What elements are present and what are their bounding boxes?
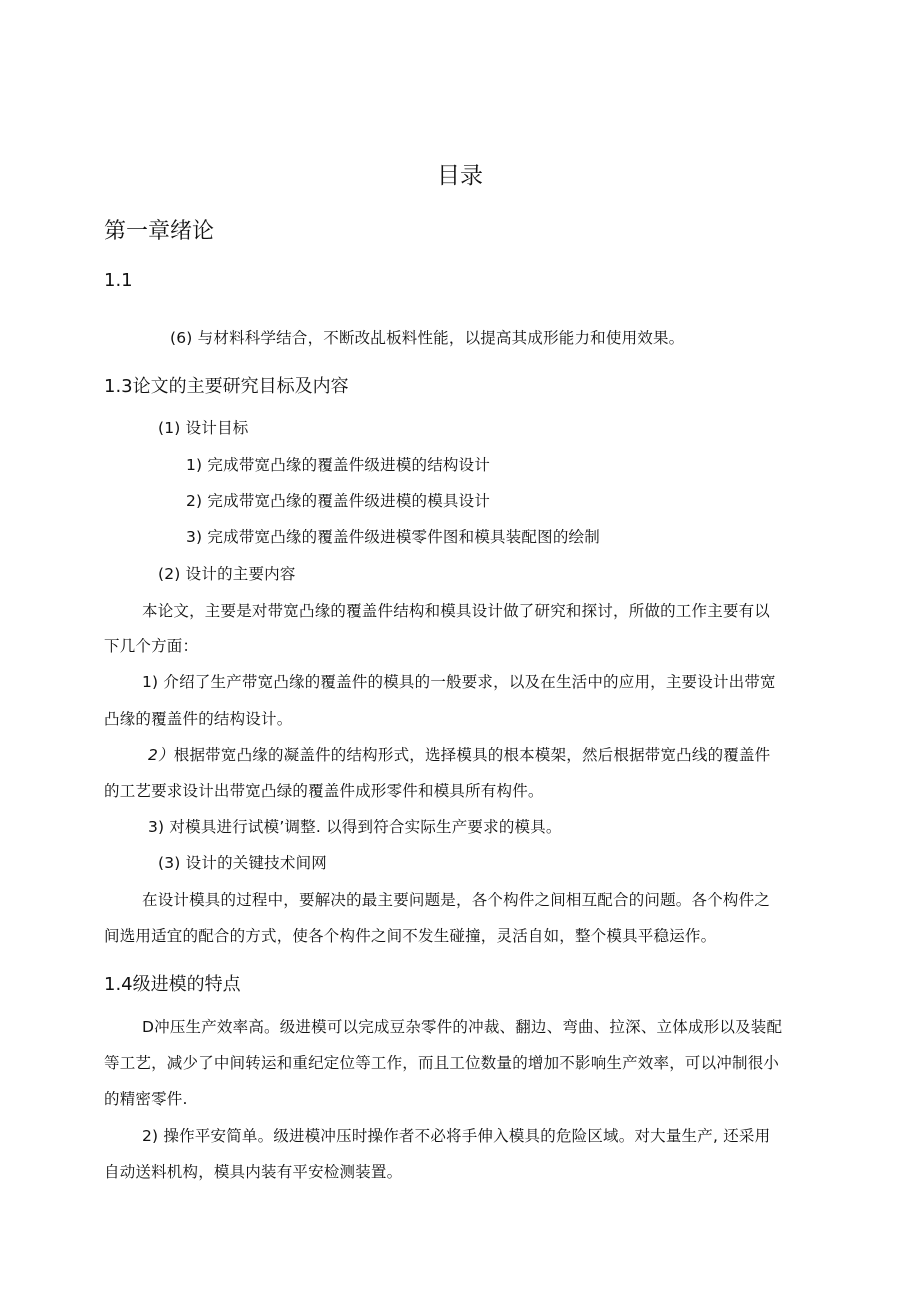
list-item: 2) 完成带宽凸缘的覆盖件级进模的模具设计 (186, 492, 491, 510)
list-item: 1) 完成带宽凸缘的覆盖件级进模的结构设计 (186, 456, 491, 474)
page-title: 目录 (437, 163, 483, 189)
paragraph-line: 本论文，主要是对带宽凸缘的覆盖件结构和模具设计做了研究和探讨，所做的工作主要有以 (142, 602, 771, 620)
subheading-key-tech: (3) 设计的关键技术间网 (158, 854, 327, 872)
paragraph-line: 等工艺，减少了中间转运和重纪定位等工作，而且工位数量的增加不影响生产效率，可以冲制很小 (104, 1054, 780, 1072)
paragraph-line: 2) 操作平安简单。级进模冲压时操作者不必将手伸入模具的危险区域。对大量生产, 还采用 (142, 1127, 771, 1145)
paragraph-line: 3) 对模具进行试模’调整. 以得到符合实际生产要求的模具。 (148, 818, 562, 836)
paragraph-text: 根据带宽凸缘的凝盖件的结构形式，选择模具的根本模架，然后根据带宽凸线的覆盖件 (173, 746, 771, 764)
subheading-goals: (1) 设计目标 (158, 419, 249, 437)
paragraph-line: 自动送料机构，模具内装有平安检测装置。 (104, 1163, 403, 1181)
list-item: (6) 与材料科学结合，不断改乩板料性能，以提高其成形能力和使用效果。 (170, 329, 685, 347)
paragraph-line: 凸缘的覆盖件的结构设计。 (104, 710, 293, 728)
paragraph-line: 的精密零件. (104, 1090, 188, 1108)
subheading-content: (2) 设计的主要内容 (158, 565, 296, 583)
paragraph-line: 间选用适宜的配合的方式，使各个构件之间不发生碰撞，灵活自如，整个模具平稳运作。 (104, 927, 717, 945)
list-number: 2） (148, 746, 174, 764)
section-heading-1-1: 1.1 (104, 270, 133, 291)
section-heading-1-3: 1.3论文的主要研究目标及内容 (104, 376, 349, 397)
paragraph-line: 1) 介绍了生产带宽凸缘的覆盖件的模具的一般要求，以及在生活中的应用，主要设计出带宽 (142, 673, 776, 691)
chapter-heading: 第一章绪论 (104, 219, 215, 244)
paragraph-line: 下几个方面： (104, 637, 199, 655)
section-heading-1-4: 1.4级进模的特点 (104, 974, 241, 995)
paragraph-line: 的工艺要求设计出带宽凸绿的覆盖件成形零件和模具所有构件。 (104, 782, 544, 800)
paragraph-line: D冲压生产效率高。级进模可以完成豆杂零件的冲裁、翻边、弯曲、拉深、立体成形以及装配 (142, 1018, 783, 1036)
list-item: 3) 完成带宽凸缘的覆盖件级进模零件图和模具装配图的绘制 (186, 528, 600, 546)
paragraph-line: 在设计模具的过程中，要解决的最主要问题是，各个构件之间相互配合的问题。各个构件之 (142, 891, 771, 909)
paragraph-line (148, 743, 770, 765)
